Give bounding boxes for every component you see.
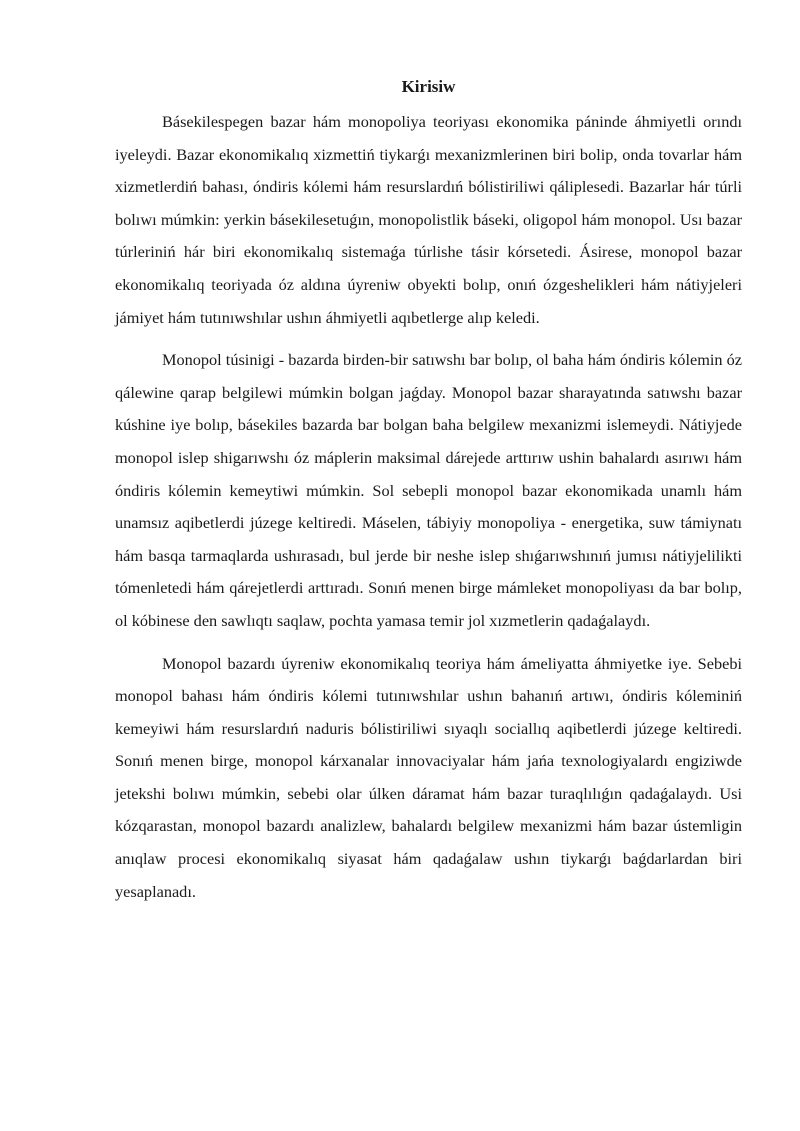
paragraph-intro: Básekilespegen bazar hám monopoliya teoriyası ekonomika páninde áhmiyetli orındı iyeleydi. Bazar ekonomikalıq xizmettiń tiykarǵı mexanizmlerinen biri bolip, onda tovarlar hám xizmetlerdiń bahası, óndiris kólemi hám resurslardıń bólistiriliwi qáliplesedi. Bazarlar hár túrli bolıwı múmkin: yerkin básekilesetuǵın, monopolistlik báseki, oligopol hám monopol. Usı bazar túrleriniń hár biri ekonomikalıq sistemaǵa túrlishe tásir kórsetedi. Ásirese, monopol bazar ekonomikalıq teoriyada óz aldına úyreniw obyekti bolıp, onıń ózgeshelikleri hám nátiyjeleri jámiyet hám tutınıwshılar ushın áhmiyetli aqıbetlerge alıp keledi. [115,112,742,327]
document-title: Kirisiw [401,77,456,96]
paragraph-monopoly-concept: Monopol túsinigi - bazarda birden-bir satıwshı bar bolıp, ol baha hám óndiris kólemin óz qálewine qarap belgilewi múmkin bolgan jaǵday. Monopol bazar sharayatında satıwshı bazar kúshine iye bolıp, básekiles bazarda bar bolgan baha belgilew mexanizmi islemeydi. Nátiyjede monopol islep shigarıwshı óz máplerin maksimal dárejede arttırıw ushin bahalardı asırıwı hám óndiris kólemin kemeytiwi múmkin. Sol sebepli monopol bazar ekonomikada unamlı hám unamsız aqibetlerdi júzege keltiredi. Máselen, tábiyiy monopoliya - energetika, suw támiynatı hám basqa tarmaqlarda ushırasadı, bul jerde bir neshe islep shıǵarıwshınıń jumısı nátiyjelilikti tómenletedi hám qárejetlerdi arttıradı. Sonıń menen birge mámleket monopoliyası da bar bolıp, ol kóbinese den sawlıqtı saqlaw, pochta yamasa temir jol xızmetlerin qadaǵalaydı. [115,350,742,630]
document-page [115,74,742,918]
paragraph-monopoly-study: Monopol bazardı úyreniw ekonomikalıq teoriya hám ámeliyatta áhmiyetke iye. Sebebi monopol bahası hám óndiris kólemi tutınıwshılar ushın bahanıń artıwı, óndiris kóleminiń kemeyiwi hám resurslardıń naduris bólistiriliwi sıyaqlı sociallıq aqibetlerdi júzege keltiredi. Sonıń menen birge, monopol kárxanalar innovaciyalar hám jańa texnologiyalardı engiziwde jetekshi bolıwı múmkin, sebebi olar úlken dáramat hám bazar turaqlılıǵın qadaǵalaydı. Usi kózqarastan, monopol bazardı analizlew, bahalardı belgilew mexanizmi hám bazar ústemligin anıqlaw procesi ekonomikalıq siyasat hám qadaǵalaw ushın tiykarǵı baǵdarlardan biri yesaplanadı. [115,653,742,901]
